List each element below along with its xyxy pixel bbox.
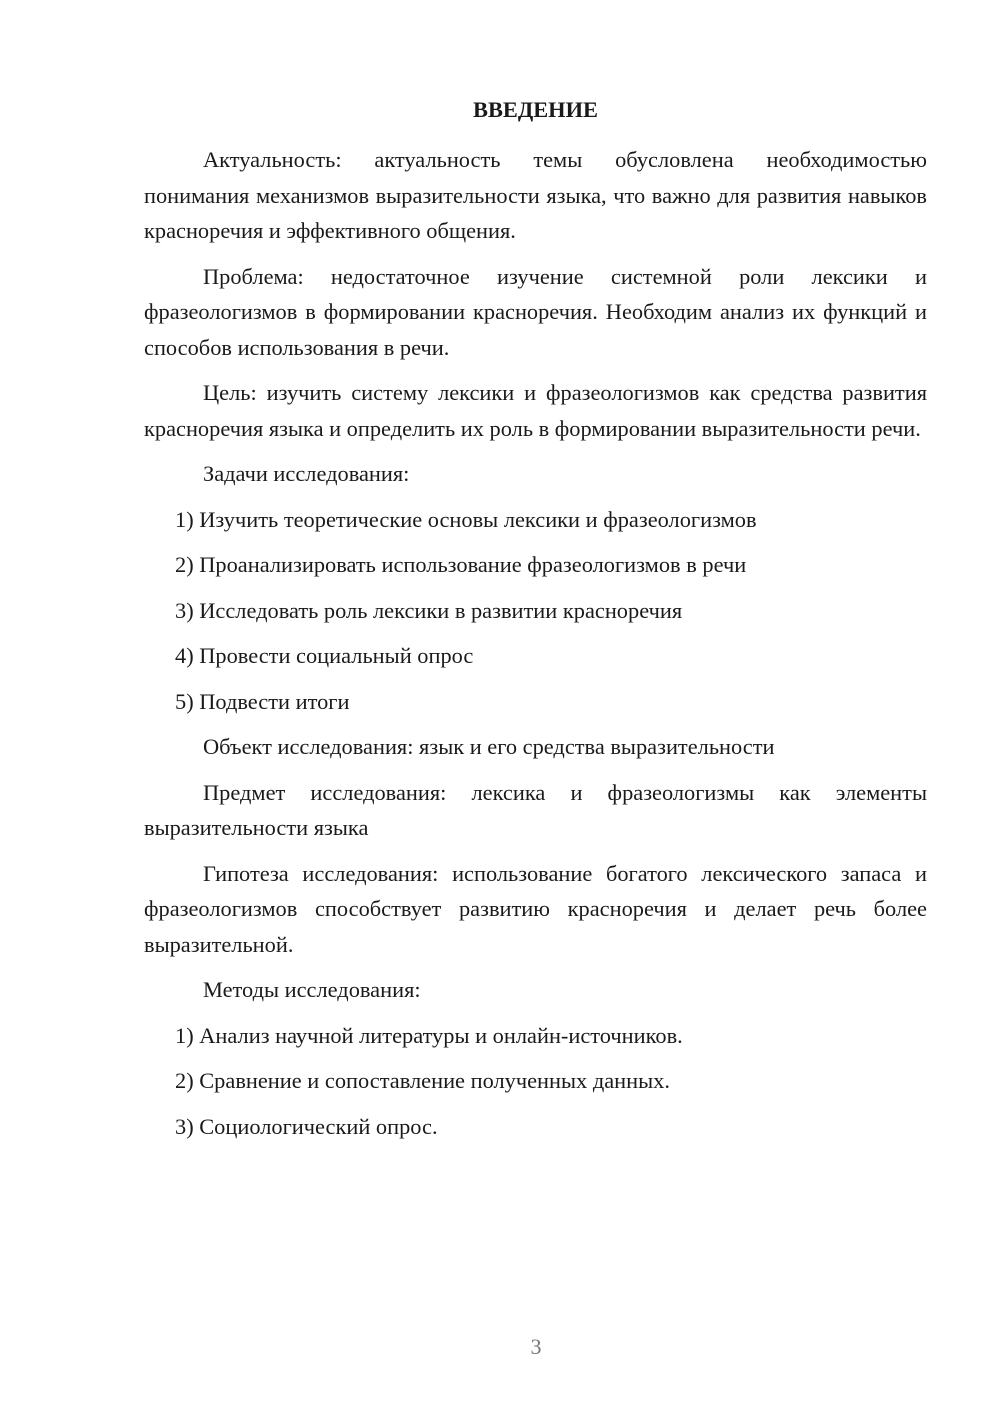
method-item: 3) Социологический опрос. [175, 1113, 438, 1139]
task-item: 4) Провести социальный опрос [175, 643, 474, 668]
relevance-paragraph: Актуальность: актуальность темы обусловлена необходимостью понимания механизмов выразительности языка, что важно для развития навыков красноречия и эффективного общения. [144, 147, 927, 243]
method-item: 1) Анализ научной литературы и онлайн-источников. [175, 1022, 683, 1048]
object-paragraph: Объект исследования: язык и его средства выразительности [203, 734, 775, 759]
task-item: 2) Проанализировать использование фразеологизмов в речи [175, 552, 747, 577]
section-heading: ВВЕДЕНИЕ [473, 97, 598, 122]
subject-paragraph: Предмет исследования: лексика и фразеологизмы как элементы выразительности языка [144, 779, 927, 840]
tasks-title: Задачи исследования: [203, 461, 410, 486]
task-item: 3) Исследовать роль лексики в развитии красноречия [175, 597, 683, 623]
task-item: 5) Подвести итоги [175, 688, 350, 714]
task-item: 1) Изучить теоретические основы лексики и фразеологизмов [175, 506, 757, 532]
problem-paragraph: Проблема: недостаточное изучение системной роли лексики и фразеологизмов в формировании красноречия. Необходим анализ их функций и способов использования в речи. [144, 263, 927, 360]
goal-paragraph: Цель: изучить систему лексики и фразеологизмов как средства развития красноречия языка и определить их роль в формировании выразительности речи. [144, 380, 927, 441]
page-number: 3 [530, 1334, 542, 1359]
hypothesis-paragraph: Гипотеза исследования: использование богатого лексического запаса и фразеологизмов способствует развитию красноречия и делает речь более выразительной. [144, 860, 927, 957]
methods-title: Методы исследования: [203, 977, 421, 1002]
method-item: 2) Сравнение и сопоставление полученных данных. [175, 1068, 670, 1093]
page-content [144, 95, 927, 1154]
